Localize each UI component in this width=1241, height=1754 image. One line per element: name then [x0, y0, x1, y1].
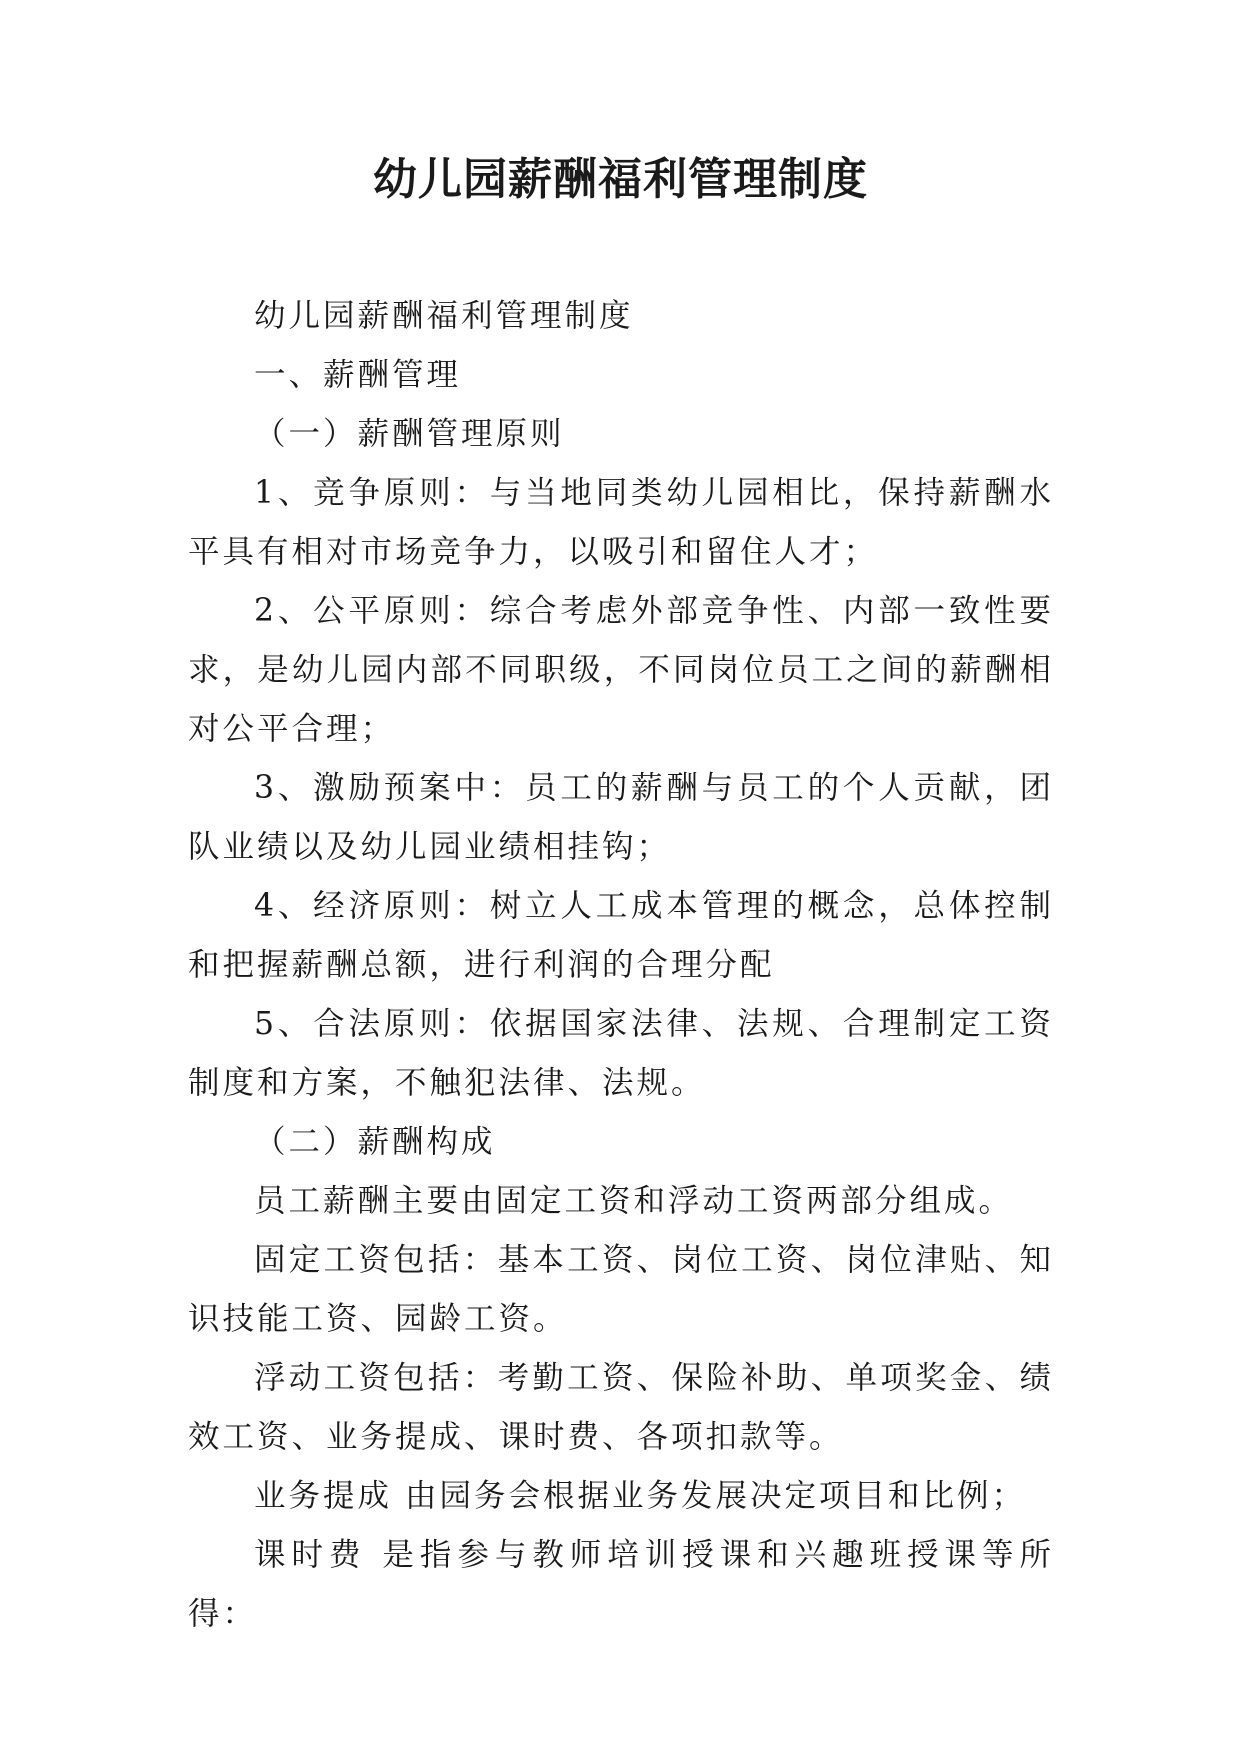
document-title: 幼儿园薪酬福利管理制度 — [373, 154, 868, 205]
paragraph-repeat-title: 幼儿园薪酬福利管理制度 — [254, 298, 634, 334]
paragraph-incentive-principle: 3、激励预案中：员工的薪酬与员工的个人贡献，团队业绩以及幼儿园业绩相挂钩； — [188, 770, 1054, 865]
paragraph-salary-composition: 员工薪酬主要由固定工资和浮动工资两部分组成。 — [254, 1183, 1014, 1219]
section-heading-salary-management: 一、薪酬管理 — [254, 357, 462, 393]
paragraph-competition-principle: 1、竞争原则：与当地同类幼儿园相比，保持薪酬水平具有相对市场竞争力，以吸引和留住人才； — [188, 475, 1054, 570]
subsection-heading-composition: （二）薪酬构成 — [254, 1124, 496, 1160]
paragraph-fixed-salary: 固定工资包括：基本工资、岗位工资、岗位津贴、知识技能工资、园龄工资。 — [188, 1242, 1054, 1337]
paragraph-business-commission: 业务提成 由园务会根据业务发展决定项目和比例； — [254, 1478, 1027, 1514]
paragraph-economy-principle: 4、经济原则：树立人工成本管理的概念，总体控制和把握薪酬总额，进行利润的合理分配 — [188, 888, 1054, 983]
paragraph-fairness-principle: 2、公平原则：综合考虑外部竞争性、内部一致性要求，是幼儿园内部不同职级，不同岗位员工之间的薪酬相对公平合理； — [188, 593, 1054, 747]
document-body — [188, 287, 1054, 1644]
paragraph-floating-salary: 浮动工资包括：考勤工资、保险补助、单项奖金、绩效工资、业务提成、课时费、各项扣款等。 — [188, 1360, 1054, 1455]
paragraph-legality-principle: 5、合法原则：依据国家法律、法规、合理制定工资制度和方案，不触犯法律、法规。 — [188, 1006, 1054, 1101]
subsection-heading-principles: （一）薪酬管理原则 — [254, 416, 565, 452]
paragraph-class-hour-fee: 课时费 是指参与教师培训授课和兴趣班授课等所得： — [188, 1537, 1054, 1632]
